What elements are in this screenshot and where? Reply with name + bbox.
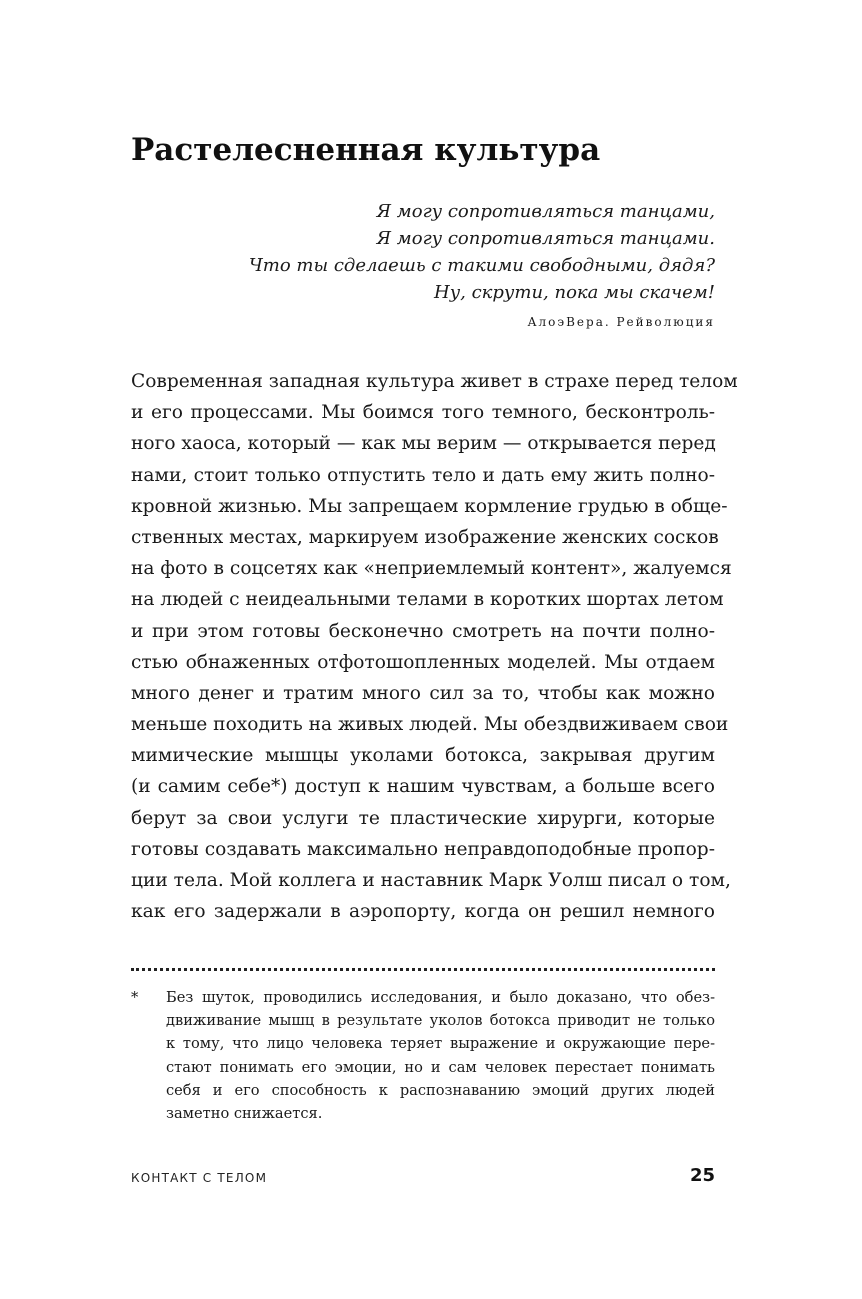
body-line: и при этом готовы бесконечно смотреть на почти полно- bbox=[131, 620, 715, 642]
footnote-line: заметно снижается. bbox=[166, 1104, 323, 1122]
footnote-divider bbox=[131, 968, 715, 971]
running-footer: КОНТАКТ С ТЕЛОМ bbox=[131, 1171, 268, 1185]
footnote-line: к тому, что лицо человека теряет выражение и окружающие пере- bbox=[166, 1035, 715, 1053]
footnote-line: движивание мышц в результате уколов ботокса приводит не только bbox=[166, 1012, 715, 1030]
body-line: меньше походить на живых людей. Мы обездвиживаем свои bbox=[131, 714, 729, 736]
footnote-body bbox=[166, 986, 715, 1125]
body-line: берут за свои услуги те пластические хирурги, которые bbox=[131, 807, 715, 829]
footnote-line: стают понимать его эмоции, но и сам человек перестает понимать bbox=[166, 1058, 715, 1076]
body-line: нами, стоит только отпустить тело и дать ему жить полно- bbox=[131, 464, 715, 486]
body-line: на фото в соцсетях как «неприемлемый контент», жалуемся bbox=[131, 558, 732, 580]
book-page bbox=[131, 0, 738, 1299]
body-line: Современная западная культура живет в страхе перед телом bbox=[131, 371, 738, 392]
body-line: и его процессами. Мы боимся того темного, бесконтроль- bbox=[131, 402, 715, 424]
body-text bbox=[131, 366, 738, 927]
chapter-title: Растелесненная культура bbox=[131, 132, 601, 168]
epigraph-line: Я могу сопротивляться танцами, bbox=[376, 201, 715, 222]
body-line: стью обнаженных отфотошопленных моделей. Мы отдаем bbox=[131, 651, 715, 673]
footnote-line: Без шуток, проводились исследования, и было доказано, что обез- bbox=[166, 989, 715, 1006]
epigraph-source: АлоэВера. Рейволюция bbox=[527, 315, 715, 329]
body-line: на людей с неидеальными телами в коротких шортах летом bbox=[131, 589, 724, 611]
body-line: как его задержали в аэропорту, когда он решил немного bbox=[131, 901, 715, 923]
body-line: мимические мышцы уколами ботокса, закрывая другим bbox=[131, 745, 715, 767]
body-line: много денег и тратим много сил за то, чтобы как можно bbox=[131, 682, 715, 704]
page-number: 25 bbox=[689, 1165, 715, 1186]
body-line: ственных местах, маркируем изображение женских сосков bbox=[131, 526, 719, 548]
epigraph-line: Что ты сделаешь с такими свободными, дядя? bbox=[248, 255, 715, 276]
body-line: ного хаоса, который — как мы верим — открывается перед bbox=[131, 433, 716, 455]
body-line: готовы создавать максимально неправдоподобные пропор- bbox=[131, 838, 715, 860]
body-line: (и самим себе*) доступ к нашим чувствам, а больше всего bbox=[131, 776, 715, 798]
epigraph bbox=[131, 198, 715, 306]
body-line: кровной жизнью. Мы запрещаем кормление грудью в обще- bbox=[131, 495, 728, 517]
footnote-mark: * bbox=[131, 989, 139, 1006]
epigraph-line: Я могу сопротивляться танцами. bbox=[376, 228, 715, 249]
epigraph-line: Ну, скрути, пока мы скачем! bbox=[434, 282, 715, 303]
footnote-line: себя и его способность к распознаванию эмоций других людей bbox=[166, 1081, 715, 1099]
body-line: ции тела. Мой коллега и наставник Марк Уолш писал о том, bbox=[131, 870, 731, 891]
